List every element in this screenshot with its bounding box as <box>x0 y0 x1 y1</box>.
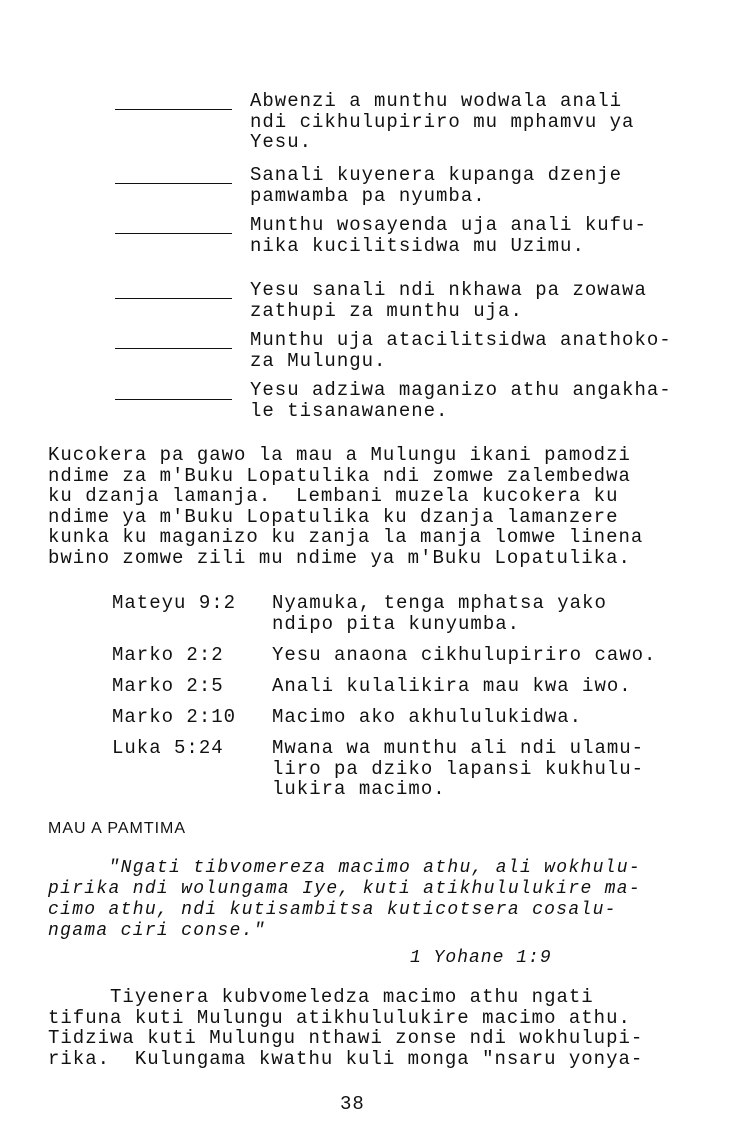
instructions-paragraph: Kucokera pa gawo la mau a Mulungu ikani pamodzi ndime za m'Buku Lopatulika ndi zomwe zalembedwa ku dzanja lamanja. Lembani muzela kucokera ku ndime ya m'Buku Lopatulika ku dzanja lamanzere kunka ku maganizo ku zanja la manja lomwe linena bwino zomwe zili mu ndime ya m'Buku Lopatulika. <box>48 444 644 569</box>
answer-blank-2[interactable] <box>115 183 232 184</box>
reference-text: Yesu anaona cikhulupiriro cawo. <box>272 644 657 666</box>
statement-5: Munthu uja atacilitsidwa anathoko- za Mulungu. <box>250 329 672 372</box>
statement-6: Yesu adziwa maganizo athu angakha- le tisanawanene. <box>250 379 672 422</box>
verse-citation: 1 Yohane 1:9 <box>410 948 552 968</box>
reference: Luka 5:24 <box>112 737 224 759</box>
answer-blank-4[interactable] <box>115 298 232 299</box>
reference-text: Mwana wa munthu ali ndi ulamu- liro pa dziko lapansi kukhulu- lukira macimo. <box>272 737 645 800</box>
statement-4: Yesu sanali ndi nkhawa pa zowawa zathupi za munthu uja. <box>250 279 647 322</box>
reference-text: Macimo ako akhululukidwa. <box>272 706 583 728</box>
answer-blank-6[interactable] <box>115 399 232 400</box>
reference: Marko 2:10 <box>112 706 237 728</box>
section-heading: MAU A PAMTIMA <box>48 820 187 837</box>
reference-text: Nyamuka, tenga mphatsa yako ndipo pita kunyumba. <box>272 592 607 635</box>
answer-blank-5[interactable] <box>115 348 232 349</box>
reference: Marko 2:2 <box>112 644 224 666</box>
statement-2: Sanali kuyenera kupanga dzenje pamwamba pa nyumba. <box>250 164 623 207</box>
page-number: 38 <box>340 1093 365 1115</box>
statement-3: Munthu wosayenda uja anali kufu- nika kucilitsidwa mu Uzimu. <box>250 214 647 257</box>
answer-blank-1[interactable] <box>115 109 232 110</box>
reference: Mateyu 9:2 <box>112 592 237 614</box>
statement-1: Abwenzi a munthu wodwala anali ndi cikhulupiriro mu mphamvu ya Yesu. <box>250 90 635 153</box>
body-paragraph: Tiyenera kubvomeledza macimo athu ngati tifuna kuti Mulungu atikhululukire macimo athu. Tidziwa kuti Mulungu nthawi zonse ndi wokhulupi- rika. Kulungama kwathu kuli monga "nsaru yonya- <box>48 986 644 1070</box>
answer-blank-3[interactable] <box>115 233 232 234</box>
memory-verse: "Ngati tibvomereza macimo athu, ali wokhulu- pirika ndi wolungama Iye, kuti atikhululukire ma- cimo athu, ndi kutisambitsa kuticotsera cosalu- ngama ciri conse." <box>48 858 641 941</box>
reference: Marko 2:5 <box>112 675 224 697</box>
reference-text: Anali kulalikira mau kwa iwo. <box>272 675 632 697</box>
